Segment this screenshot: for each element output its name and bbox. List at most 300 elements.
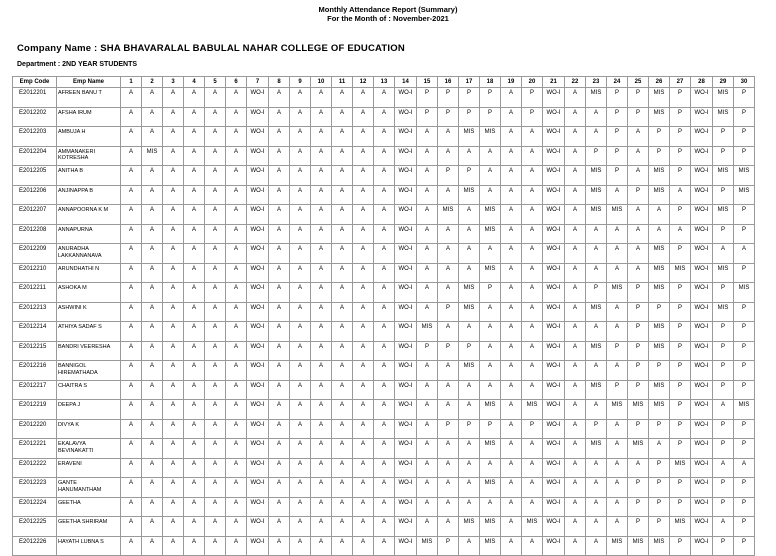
column-header-day: 10 bbox=[311, 77, 332, 88]
column-header-day: 3 bbox=[163, 77, 184, 88]
attendance-cell: WO-I bbox=[691, 107, 713, 127]
attendance-cell: A bbox=[205, 107, 226, 127]
attendance-cell: A bbox=[269, 478, 290, 498]
attendance-cell: P bbox=[607, 341, 628, 361]
attendance-cell: A bbox=[226, 88, 247, 108]
attendance-cell: P bbox=[670, 107, 691, 127]
table-row bbox=[13, 380, 755, 400]
attendance-cell: A bbox=[522, 166, 543, 186]
attendance-cell: A bbox=[311, 166, 332, 186]
attendance-cell: A bbox=[226, 302, 247, 322]
attendance-cell: P bbox=[438, 107, 459, 127]
emp-name-cell: GEETHA bbox=[57, 497, 121, 517]
attendance-cell: A bbox=[290, 244, 311, 264]
attendance-cell: A bbox=[374, 478, 395, 498]
attendance-cell: A bbox=[142, 419, 163, 439]
attendance-cell: WO-I bbox=[691, 127, 713, 147]
attendance-cell: A bbox=[290, 419, 311, 439]
attendance-cell: MIS bbox=[649, 107, 670, 127]
attendance-cell: A bbox=[269, 244, 290, 264]
attendance-cell: A bbox=[438, 439, 459, 459]
attendance-cell: A bbox=[332, 341, 353, 361]
attendance-cell: A bbox=[565, 400, 586, 420]
attendance-cell: P bbox=[628, 361, 649, 381]
attendance-cell: A bbox=[290, 380, 311, 400]
attendance-cell: A bbox=[353, 536, 374, 556]
attendance-cell: A bbox=[205, 146, 226, 166]
attendance-cell: A bbox=[501, 283, 522, 303]
attendance-cell: WO-I bbox=[691, 419, 713, 439]
attendance-cell: A bbox=[184, 166, 205, 186]
table-row bbox=[13, 283, 755, 303]
attendance-cell: A bbox=[205, 517, 226, 537]
attendance-cell: WO-I bbox=[543, 205, 565, 225]
attendance-cell: A bbox=[480, 244, 501, 264]
column-header-day: 23 bbox=[586, 77, 607, 88]
attendance-cell: P bbox=[670, 283, 691, 303]
attendance-cell: A bbox=[226, 478, 247, 498]
attendance-cell: A bbox=[459, 497, 480, 517]
attendance-cell: A bbox=[290, 146, 311, 166]
attendance-cell: A bbox=[205, 263, 226, 283]
attendance-cell: P bbox=[438, 88, 459, 108]
emp-name-cell: ASHWINI K bbox=[57, 302, 121, 322]
attendance-cell: A bbox=[628, 244, 649, 264]
attendance-cell: A bbox=[311, 400, 332, 420]
table-row bbox=[13, 341, 755, 361]
table-row bbox=[13, 439, 755, 459]
attendance-cell: MIS bbox=[649, 341, 670, 361]
column-header-day: 24 bbox=[607, 77, 628, 88]
attendance-cell: A bbox=[670, 224, 691, 244]
attendance-cell: WO-I bbox=[543, 478, 565, 498]
attendance-cell: P bbox=[628, 478, 649, 498]
attendance-cell: A bbox=[290, 127, 311, 147]
attendance-cell: P bbox=[734, 224, 755, 244]
attendance-cell: A bbox=[226, 400, 247, 420]
attendance-cell: A bbox=[480, 302, 501, 322]
column-header-day: 13 bbox=[374, 77, 395, 88]
attendance-cell: A bbox=[417, 185, 438, 205]
attendance-cell: A bbox=[565, 107, 586, 127]
attendance-cell: A bbox=[269, 361, 290, 381]
attendance-cell: A bbox=[501, 361, 522, 381]
attendance-cell: A bbox=[226, 341, 247, 361]
attendance-cell: A bbox=[269, 380, 290, 400]
emp-name-cell: AMMANAKERI KOTRESHA bbox=[57, 146, 121, 166]
attendance-cell: A bbox=[121, 341, 142, 361]
attendance-cell: MIS bbox=[670, 263, 691, 283]
attendance-cell: A bbox=[417, 263, 438, 283]
emp-name-cell: ANJINAPPA B bbox=[57, 185, 121, 205]
attendance-cell: A bbox=[649, 205, 670, 225]
attendance-cell: A bbox=[480, 380, 501, 400]
attendance-cell: A bbox=[438, 185, 459, 205]
attendance-cell: WO-I bbox=[247, 107, 269, 127]
attendance-cell: A bbox=[586, 361, 607, 381]
attendance-cell: A bbox=[184, 107, 205, 127]
attendance-cell: MIS bbox=[438, 205, 459, 225]
attendance-cell: P bbox=[734, 205, 755, 225]
emp-name-cell: AFREEN BANU T bbox=[57, 88, 121, 108]
attendance-cell: WO-I bbox=[247, 536, 269, 556]
attendance-cell: P bbox=[628, 497, 649, 517]
attendance-cell: A bbox=[501, 517, 522, 537]
column-header-day: 17 bbox=[459, 77, 480, 88]
table-row bbox=[13, 107, 755, 127]
attendance-cell: A bbox=[586, 478, 607, 498]
attendance-cell: A bbox=[269, 322, 290, 342]
attendance-cell: A bbox=[480, 361, 501, 381]
attendance-cell: A bbox=[184, 478, 205, 498]
attendance-cell: WO-I bbox=[543, 185, 565, 205]
attendance-cell: P bbox=[586, 283, 607, 303]
attendance-cell: A bbox=[121, 322, 142, 342]
attendance-cell: A bbox=[438, 478, 459, 498]
attendance-cell: WO-I bbox=[395, 107, 417, 127]
attendance-cell: A bbox=[522, 263, 543, 283]
attendance-cell: A bbox=[311, 127, 332, 147]
attendance-cell: A bbox=[417, 302, 438, 322]
attendance-cell: WO-I bbox=[543, 224, 565, 244]
attendance-cell: A bbox=[226, 536, 247, 556]
attendance-cell: A bbox=[311, 478, 332, 498]
attendance-cell: P bbox=[713, 146, 734, 166]
attendance-cell: P bbox=[734, 497, 755, 517]
attendance-cell: P bbox=[670, 439, 691, 459]
column-header-day: 4 bbox=[184, 77, 205, 88]
attendance-cell: WO-I bbox=[395, 419, 417, 439]
attendance-cell: A bbox=[142, 263, 163, 283]
attendance-cell: WO-I bbox=[543, 400, 565, 420]
attendance-cell: A bbox=[438, 380, 459, 400]
attendance-cell: A bbox=[163, 166, 184, 186]
attendance-cell: A bbox=[438, 361, 459, 381]
attendance-cell: P bbox=[734, 361, 755, 381]
attendance-cell: A bbox=[121, 224, 142, 244]
table-row bbox=[13, 517, 755, 537]
attendance-cell: A bbox=[417, 478, 438, 498]
attendance-cell: A bbox=[142, 361, 163, 381]
department-label: Department : 2ND YEAR STUDENTS bbox=[17, 61, 138, 68]
attendance-cell: WO-I bbox=[395, 400, 417, 420]
attendance-cell: A bbox=[205, 478, 226, 498]
attendance-cell: WO-I bbox=[395, 517, 417, 537]
attendance-cell: A bbox=[269, 497, 290, 517]
attendance-cell: A bbox=[480, 341, 501, 361]
attendance-cell: A bbox=[290, 341, 311, 361]
emp-name-cell: ASHOKA M bbox=[57, 283, 121, 303]
attendance-cell: A bbox=[522, 127, 543, 147]
attendance-cell: P bbox=[649, 127, 670, 147]
attendance-cell: A bbox=[565, 478, 586, 498]
attendance-cell: MIS bbox=[586, 439, 607, 459]
attendance-cell: A bbox=[269, 224, 290, 244]
attendance-cell: WO-I bbox=[691, 224, 713, 244]
attendance-cell: A bbox=[269, 88, 290, 108]
attendance-cell: P bbox=[459, 107, 480, 127]
attendance-cell: A bbox=[226, 263, 247, 283]
attendance-cell: A bbox=[565, 322, 586, 342]
column-header-day: 5 bbox=[205, 77, 226, 88]
table-row bbox=[13, 88, 755, 108]
attendance-cell: A bbox=[628, 166, 649, 186]
attendance-cell: A bbox=[269, 283, 290, 303]
attendance-cell: A bbox=[311, 419, 332, 439]
attendance-cell: P bbox=[734, 380, 755, 400]
attendance-cell: A bbox=[311, 244, 332, 264]
attendance-cell: A bbox=[374, 341, 395, 361]
attendance-cell: WO-I bbox=[247, 88, 269, 108]
attendance-cell: A bbox=[353, 322, 374, 342]
emp-name-cell: AMBUJA H bbox=[57, 127, 121, 147]
attendance-cell: WO-I bbox=[247, 166, 269, 186]
attendance-cell: P bbox=[734, 536, 755, 556]
attendance-cell: A bbox=[459, 146, 480, 166]
attendance-cell: MIS bbox=[607, 400, 628, 420]
attendance-cell: A bbox=[586, 322, 607, 342]
attendance-cell: P bbox=[607, 146, 628, 166]
emp-code-cell: E2012223 bbox=[13, 478, 57, 498]
attendance-cell: A bbox=[374, 439, 395, 459]
attendance-cell: A bbox=[142, 497, 163, 517]
attendance-cell: A bbox=[205, 380, 226, 400]
attendance-cell: MIS bbox=[480, 517, 501, 537]
attendance-cell: MIS bbox=[713, 205, 734, 225]
emp-name-cell: ANURADHA LAKKANNANAVA bbox=[57, 244, 121, 264]
emp-code-cell: E2012206 bbox=[13, 185, 57, 205]
attendance-cell: A bbox=[163, 107, 184, 127]
attendance-cell: WO-I bbox=[247, 380, 269, 400]
attendance-cell: A bbox=[142, 341, 163, 361]
table-row bbox=[13, 497, 755, 517]
attendance-cell: A bbox=[586, 127, 607, 147]
attendance-cell: WO-I bbox=[543, 341, 565, 361]
attendance-cell: A bbox=[163, 263, 184, 283]
attendance-cell: A bbox=[332, 439, 353, 459]
attendance-cell: A bbox=[205, 419, 226, 439]
attendance-cell: P bbox=[607, 166, 628, 186]
emp-name-cell: BANNIGOL HIREMATHADA bbox=[57, 361, 121, 381]
attendance-cell: A bbox=[205, 439, 226, 459]
attendance-cell: A bbox=[290, 205, 311, 225]
attendance-cell: A bbox=[226, 244, 247, 264]
attendance-cell: A bbox=[501, 322, 522, 342]
attendance-cell: A bbox=[142, 322, 163, 342]
attendance-cell: A bbox=[417, 361, 438, 381]
attendance-cell: A bbox=[607, 322, 628, 342]
attendance-cell: MIS bbox=[586, 205, 607, 225]
attendance-cell: P bbox=[713, 322, 734, 342]
attendance-cell: A bbox=[184, 341, 205, 361]
attendance-cell: A bbox=[522, 341, 543, 361]
attendance-cell: A bbox=[205, 205, 226, 225]
attendance-cell: A bbox=[501, 224, 522, 244]
attendance-cell: A bbox=[142, 88, 163, 108]
attendance-cell: A bbox=[226, 205, 247, 225]
attendance-cell: A bbox=[353, 88, 374, 108]
attendance-cell: P bbox=[713, 478, 734, 498]
attendance-cell: MIS bbox=[734, 166, 755, 186]
attendance-cell: WO-I bbox=[247, 439, 269, 459]
attendance-cell: A bbox=[438, 263, 459, 283]
attendance-cell: A bbox=[565, 419, 586, 439]
attendance-cell: A bbox=[628, 127, 649, 147]
attendance-cell: A bbox=[649, 439, 670, 459]
attendance-cell: A bbox=[586, 224, 607, 244]
attendance-cell: MIS bbox=[713, 88, 734, 108]
attendance-cell: MIS bbox=[649, 283, 670, 303]
attendance-cell: WO-I bbox=[543, 88, 565, 108]
attendance-cell: WO-I bbox=[543, 497, 565, 517]
emp-name-cell: EKALAVYA BEVINAKATTI bbox=[57, 439, 121, 459]
attendance-cell: A bbox=[269, 146, 290, 166]
attendance-cell: A bbox=[353, 205, 374, 225]
attendance-cell: MIS bbox=[459, 283, 480, 303]
attendance-cell: WO-I bbox=[247, 146, 269, 166]
attendance-cell: A bbox=[205, 458, 226, 478]
attendance-cell: A bbox=[205, 536, 226, 556]
table-row bbox=[13, 166, 755, 186]
emp-code-cell: E2012202 bbox=[13, 107, 57, 127]
column-header-day: 27 bbox=[670, 77, 691, 88]
attendance-cell: MIS bbox=[649, 244, 670, 264]
attendance-cell: A bbox=[226, 146, 247, 166]
attendance-cell: A bbox=[501, 127, 522, 147]
attendance-cell: A bbox=[226, 361, 247, 381]
attendance-cell: A bbox=[121, 244, 142, 264]
attendance-cell: A bbox=[142, 107, 163, 127]
attendance-cell: A bbox=[713, 244, 734, 264]
attendance-cell: A bbox=[311, 322, 332, 342]
attendance-cell: A bbox=[374, 536, 395, 556]
attendance-cell: A bbox=[121, 127, 142, 147]
attendance-cell: P bbox=[628, 380, 649, 400]
attendance-cell: WO-I bbox=[691, 244, 713, 264]
emp-code-cell: E2012207 bbox=[13, 205, 57, 225]
report-title: Monthly Attendance Report (Summary) bbox=[318, 5, 458, 14]
column-header-day: 30 bbox=[734, 77, 755, 88]
attendance-cell: P bbox=[522, 419, 543, 439]
attendance-cell: WO-I bbox=[543, 166, 565, 186]
attendance-cell: A bbox=[417, 439, 438, 459]
attendance-cell: MIS bbox=[480, 224, 501, 244]
attendance-cell: WO-I bbox=[247, 302, 269, 322]
attendance-cell: A bbox=[374, 400, 395, 420]
attendance-cell: A bbox=[353, 185, 374, 205]
attendance-cell: A bbox=[374, 205, 395, 225]
attendance-cell: P bbox=[670, 497, 691, 517]
attendance-cell: P bbox=[670, 478, 691, 498]
attendance-cell: WO-I bbox=[395, 380, 417, 400]
attendance-cell: P bbox=[522, 107, 543, 127]
attendance-cell: A bbox=[269, 302, 290, 322]
attendance-cell: MIS bbox=[607, 205, 628, 225]
attendance-cell: A bbox=[374, 380, 395, 400]
column-header-day: 16 bbox=[438, 77, 459, 88]
attendance-cell: A bbox=[121, 380, 142, 400]
attendance-cell: MIS bbox=[713, 107, 734, 127]
attendance-cell: P bbox=[586, 419, 607, 439]
attendance-cell: WO-I bbox=[247, 361, 269, 381]
attendance-cell: MIS bbox=[586, 185, 607, 205]
attendance-cell: A bbox=[269, 419, 290, 439]
attendance-cell: P bbox=[480, 107, 501, 127]
emp-name-cell: ERAVENI bbox=[57, 458, 121, 478]
attendance-cell: A bbox=[607, 263, 628, 283]
attendance-cell: A bbox=[163, 127, 184, 147]
attendance-cell: A bbox=[311, 263, 332, 283]
attendance-cell: A bbox=[332, 205, 353, 225]
attendance-cell: A bbox=[586, 458, 607, 478]
attendance-cell: A bbox=[269, 185, 290, 205]
attendance-cell: P bbox=[649, 517, 670, 537]
company-name: Company Name : SHA BHAVARALAL BABULAL NAHAR COLLEGE OF EDUCATION bbox=[17, 43, 405, 54]
attendance-cell: P bbox=[628, 88, 649, 108]
attendance-cell: A bbox=[205, 166, 226, 186]
attendance-cell: P bbox=[734, 341, 755, 361]
column-header-day: 26 bbox=[649, 77, 670, 88]
attendance-cell: A bbox=[121, 478, 142, 498]
attendance-cell: MIS bbox=[459, 127, 480, 147]
attendance-cell: A bbox=[269, 341, 290, 361]
attendance-cell: A bbox=[205, 361, 226, 381]
attendance-cell: A bbox=[184, 458, 205, 478]
attendance-cell: A bbox=[184, 88, 205, 108]
attendance-cell: A bbox=[353, 166, 374, 186]
attendance-cell: A bbox=[501, 439, 522, 459]
attendance-cell: A bbox=[670, 185, 691, 205]
attendance-cell: WO-I bbox=[247, 322, 269, 342]
attendance-cell: MIS bbox=[713, 166, 734, 186]
attendance-cell: A bbox=[522, 361, 543, 381]
attendance-cell: P bbox=[438, 341, 459, 361]
attendance-cell: P bbox=[459, 166, 480, 186]
emp-code-cell: E2012204 bbox=[13, 146, 57, 166]
attendance-cell: A bbox=[163, 302, 184, 322]
attendance-cell: A bbox=[142, 302, 163, 322]
attendance-cell: A bbox=[332, 536, 353, 556]
emp-name-cell: ATHIYA SADAF S bbox=[57, 322, 121, 342]
attendance-cell: MIS bbox=[734, 283, 755, 303]
attendance-cell: A bbox=[205, 322, 226, 342]
attendance-cell: WO-I bbox=[543, 302, 565, 322]
attendance-cell: A bbox=[417, 127, 438, 147]
attendance-cell: WO-I bbox=[395, 497, 417, 517]
attendance-cell: MIS bbox=[459, 185, 480, 205]
attendance-cell: WO-I bbox=[247, 400, 269, 420]
attendance-cell: A bbox=[205, 283, 226, 303]
attendance-cell: A bbox=[374, 263, 395, 283]
attendance-cell: A bbox=[713, 400, 734, 420]
emp-name-cell: HAYATH LUBNA S bbox=[57, 536, 121, 556]
table-row bbox=[13, 224, 755, 244]
column-header-day: 2 bbox=[142, 77, 163, 88]
attendance-cell: A bbox=[565, 517, 586, 537]
attendance-cell: WO-I bbox=[395, 127, 417, 147]
attendance-cell: A bbox=[565, 127, 586, 147]
attendance-cell: A bbox=[607, 458, 628, 478]
attendance-cell: A bbox=[374, 185, 395, 205]
attendance-cell: A bbox=[353, 458, 374, 478]
attendance-cell: A bbox=[163, 88, 184, 108]
attendance-cell: MIS bbox=[480, 439, 501, 459]
attendance-cell: A bbox=[163, 380, 184, 400]
attendance-cell: A bbox=[269, 263, 290, 283]
attendance-cell: P bbox=[734, 302, 755, 322]
attendance-cell: A bbox=[121, 302, 142, 322]
attendance-cell: A bbox=[332, 185, 353, 205]
